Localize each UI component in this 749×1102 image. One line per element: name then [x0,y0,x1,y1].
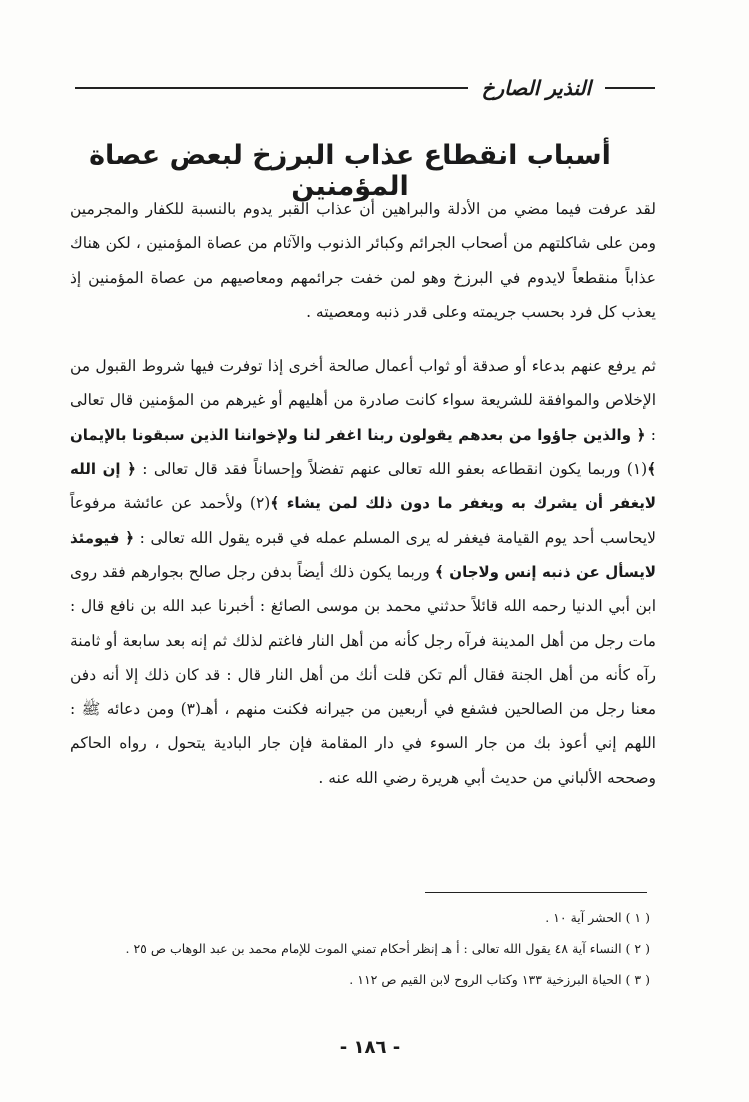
quran-verse-1: ﴿ والذين جاؤوا من بعدهم يقولون ربنا اغفر لنا ولإخواننا الذين سبقونا بالإيمان ﴾ [70,425,656,479]
para2-text-1: ثم يرفع عنهم بدعاء أو صدقة أو ثواب أعمال صالحة أخرى إذا توفرت فيها شروط القبول من الإخلاص والموافقة للشريعة سواء كانت صادرة من أهليهم أو غيرهم من المؤمنين قال تعالى : [70,357,657,444]
footnote-separator [425,892,647,893]
running-header [75,70,655,106]
page-number: - ١٨٦ - [339,1037,401,1058]
section-title: أسباب انقطاع عذاب البرزخ لبعض عصاة المؤمنين [89,140,611,202]
para2-text-5: ومن دعائه ﷺ : اللهم إني أعوذ بك من جار السوء في دار المقامة فإن جار البادية يتحول ، رواه الحاكم وصححه الألباني من حديث أبي هريرة رضي الله عنه . [70,700,656,787]
footnote-ref-1[interactable]: (١) [626,460,648,479]
header-rule-right [605,87,655,89]
quran-verse-3: ﴿ فيومئذ لايسأل عن ذنبه إنس ولاجان ﴾ [70,528,656,581]
header-rule-left [75,87,468,89]
para2-text-3: ولأحمد عن عائشة مرفوعاً لايحاسب أحد يوم القيامة فيغفر له يرى المسلم عمله في قبره يقول الله تعالى : [70,494,656,547]
paragraph-2 [70,349,656,795]
paragraph-1: لقد عرفت فيما مضي من الأدلة والبراهين أن عذاب القبر يدوم بالنسبة للكفار والمجرمين ومن على شاكلتهم من أصحاب الجرائم وكبائر الذنوب والآثام من عصاة المؤمنين ، لكن هناك عذاباً منقطعاً لايدوم في البرزخ وهو لمن خفت جرائمهم ومعاصيهم من عصاة المؤمنين إذ يعذب كل فرد بحسب جريمته وعلى قدر ذنبه ومعصيته . [70,200,656,321]
footnote-1: ( ١ ) الحشر آية ١٠ . [545,910,650,925]
para2-text-4: وربما يكون ذلك أيضاً بدفن رجل صالح بجوارهم فقد روى ابن أبي الدنيا رحمه الله قائلاً حدثني محمد بن موسى الصائغ : أخبرنا عبد الله بن نافع قال : مات رجل من أهل المدينة فرآه رجل كأنه من أهل النار فاغتم لذلك ثم إنه بعد سابعة أو ثامنة رآه كأنه من أهل الجنة فقال ألم تكن قلت أنك من أهل النار قال : قد كان ذلك إلا أنه دفن معنا رجل من الصالحين فشفع في أربعين من جيرانه فكنت منهم ، أهـ [70,562,657,719]
quran-verse-2: ﴿ إن الله لايغفر أن يشرك به ويغفر ما دون ذلك لمن يشاء ﴾ [70,460,656,513]
footnote-ref-2[interactable]: (٢) [249,494,271,513]
footnotes [70,902,650,995]
footnote-3: ( ٣ ) الحياة البرزخية ١٣٣ وكتاب الروح لابن القيم ص ١١٢ . [349,972,650,987]
footnote-ref-3[interactable]: (٣) [180,700,202,719]
para2-text-2: وربما يكون انقطاعه بعفو الله تعالى عنهم تفضلاً وإحساناً فقد قال تعالى : [135,460,627,479]
main-text [70,192,656,795]
running-title: النذير الصارخ [481,76,591,100]
footnote-2: ( ٢ ) النساء آية ٤٨ يقول الله تعالى : أ هـ إنظر أحكام تمني الموت للإمام محمد بن عبد الوهاب ص ٢٥ . [125,941,650,956]
